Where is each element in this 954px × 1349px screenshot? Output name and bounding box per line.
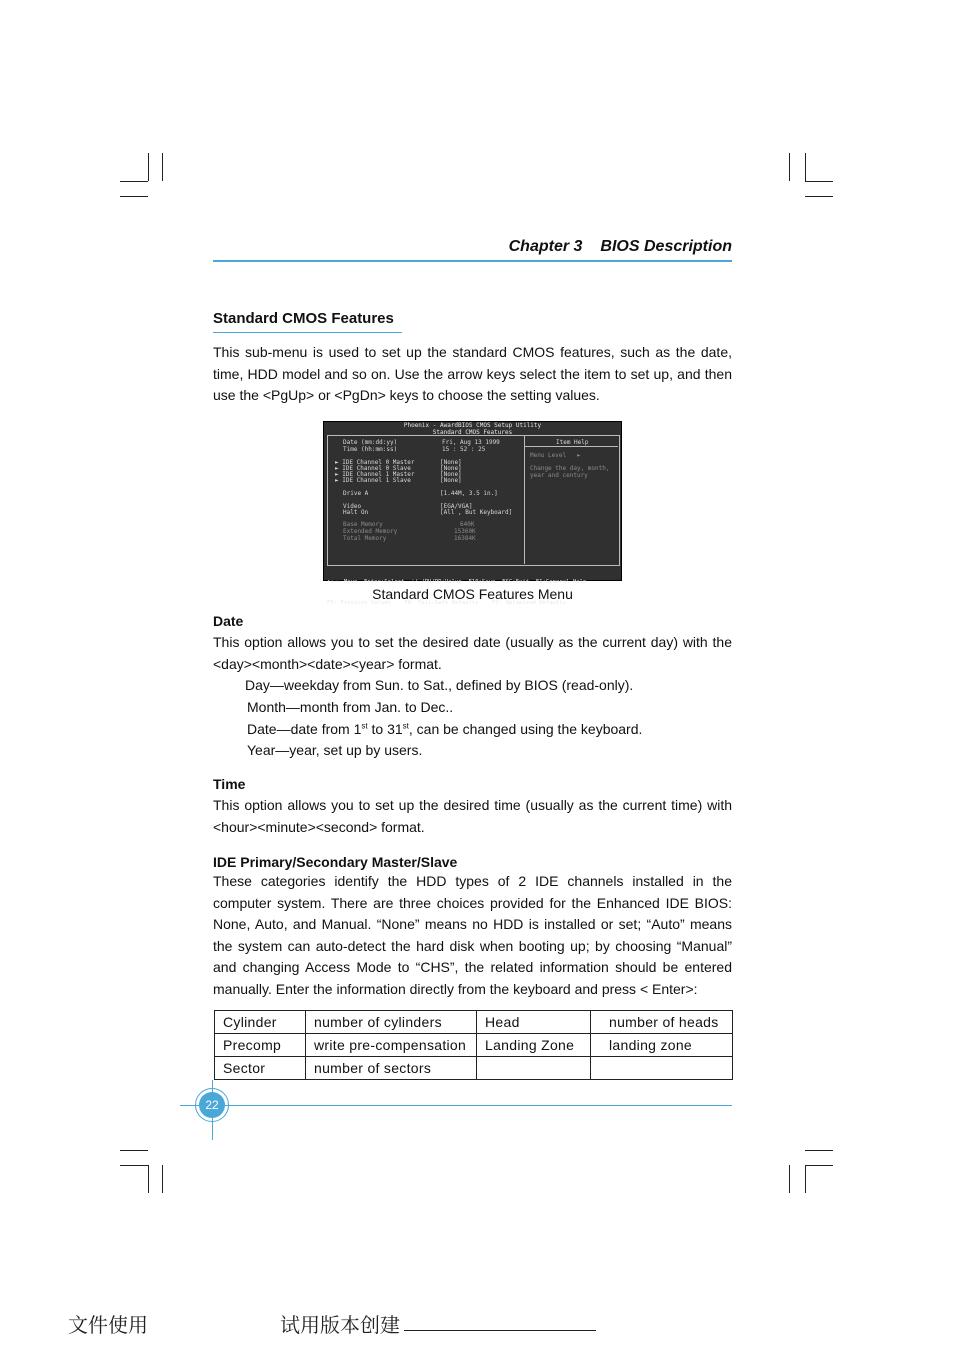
figure-caption: Standard CMOS Features Menu: [372, 586, 573, 602]
crop-mark: [148, 153, 149, 181]
bios-row-label: ► IDE Channel 0 Master: [335, 459, 415, 466]
table-cell: [477, 1057, 591, 1080]
crop-mark: [805, 1165, 806, 1193]
bios-row-value: [None]: [440, 471, 462, 478]
page-number: 22: [199, 1092, 225, 1118]
bios-footer-line2: F5: Previous Values F6: Fail-Safe Defaults F7: Optimized Defaults: [327, 600, 567, 606]
ide-parameter-table: [214, 1010, 733, 1080]
crop-mark: [120, 1150, 148, 1151]
bios-divider: [524, 435, 525, 564]
table-cell: Cylinder: [215, 1011, 306, 1034]
watermark-left: 文件使用: [68, 1313, 148, 1337]
time-heading: Time: [213, 776, 246, 792]
bios-row-value: [None]: [440, 459, 462, 466]
ide-paragraph: These categories identify the HDD types of 2 IDE channels installed in the computer system. There are three choices provided for the Enhanced IDE BIOS: None, Auto, and Manual. “None” means no HDD is installed or set; “Auto” means the system can auto-detect the hard disk when booting up; by choosing “Manual” and changing Access Mode to “CHS”, the related information should be entered manually. Enter the information directly from the keyboard and press < Enter>:: [213, 873, 732, 997]
bios-row-label: ► IDE Channel 1 Slave: [335, 477, 411, 484]
superscript: st: [361, 721, 368, 731]
crop-mark: [148, 1165, 149, 1193]
bios-row-label: Date (mm:dd:yy): [343, 439, 398, 446]
ide-heading: IDE Primary/Secondary Master/Slave: [213, 854, 458, 870]
bios-row-value: [None]: [440, 465, 462, 472]
crop-mark: [120, 196, 148, 197]
bios-row-label: Total Memory: [343, 535, 387, 542]
bios-help-text: year and century: [530, 472, 588, 479]
section-title-underline: [213, 332, 402, 333]
bios-row-value: Fri, Aug 13 1999: [442, 439, 500, 446]
bios-row-value: [1.44M, 3.5 in.]: [440, 490, 498, 497]
crop-mark: [805, 153, 806, 181]
table-cell: Landing Zone: [477, 1034, 591, 1057]
bios-row-value: 15 : 52 : 25: [442, 446, 486, 453]
date-date-text: , can be changed using the keyboard.: [408, 721, 643, 737]
bios-row-value: 16384K: [454, 535, 476, 542]
table-cell: landing zone: [591, 1034, 733, 1057]
running-header: [213, 238, 732, 256]
table-cell: number of sectors: [306, 1057, 477, 1080]
bios-title: [324, 422, 621, 436]
crop-mark: [789, 1165, 790, 1193]
bios-row-value: [All , But Keyboard]: [440, 509, 513, 516]
chapter-title: BIOS Description: [600, 238, 732, 255]
crop-mark: [805, 1165, 833, 1166]
bios-help-text: Change the day, month,: [530, 465, 610, 472]
bios-row-label: Halt On: [343, 509, 369, 516]
superscript: st: [402, 721, 409, 731]
watermark-underline: [404, 1330, 596, 1331]
date-date-text: Date—date from 1: [247, 721, 362, 737]
table-cell: Head: [477, 1011, 591, 1034]
bios-row-label: ► IDE Channel 0 Slave: [335, 465, 411, 472]
bios-title-line1: Phoenix - AwardBIOS CMOS Setup Utility: [403, 422, 542, 429]
watermark-right: 试用版本创建: [280, 1313, 400, 1337]
table-cell: Sector: [215, 1057, 306, 1080]
date-date-item: [247, 719, 642, 741]
bios-help-divider: [525, 446, 618, 447]
crop-mark: [162, 153, 163, 181]
bios-row-value: [EGA/VGA]: [440, 503, 473, 510]
table-row: [215, 1011, 733, 1034]
table-cell: number of heads: [591, 1011, 733, 1034]
date-heading: Date: [213, 613, 244, 629]
table-cell: Precomp: [215, 1034, 306, 1057]
bios-footer-line1: ↑↓→← Move Enter:Select +/-/PU/PD:Value F10:Save ESC:Exit F1:General Help: [327, 579, 587, 585]
crop-mark: [789, 153, 790, 181]
table-row: [215, 1034, 733, 1057]
footer-rule: [180, 1105, 732, 1106]
bios-help-level: Menu Level ►: [530, 452, 581, 459]
intro-paragraph: This sub-menu is used to set up the standard CMOS features, such as the date, time, HDD model and so on. Use the arrow keys select the item to set up, and then use the <PgUp> or <PgDn> keys to choose the setting values.: [213, 344, 732, 404]
table-cell: write pre-compensation: [306, 1034, 477, 1057]
crop-mark: [805, 1150, 833, 1151]
bios-help-title: Item Help: [556, 439, 589, 446]
bios-row-label: Video: [343, 503, 362, 510]
bios-row-value: 15360K: [454, 528, 476, 535]
section-title: Standard CMOS Features: [213, 310, 394, 327]
date-date-text: to 31: [367, 721, 403, 737]
crop-mark: [120, 1165, 148, 1166]
crop-mark: [120, 181, 148, 182]
date-day-item: Day—weekday from Sun. to Sat., defined by BIOS (read-only).: [245, 677, 634, 693]
table-cell: [591, 1057, 733, 1080]
bios-title-line2: Standard CMOS Features: [432, 429, 513, 436]
crop-mark: [162, 1165, 163, 1193]
bios-row-value: 640K: [460, 521, 475, 528]
bios-row-label: Extended Memory: [343, 528, 398, 535]
date-year-item: Year—year, set up by users.: [247, 742, 423, 758]
crop-mark: [805, 196, 833, 197]
date-month-item: Month—month from Jan. to Dec..: [247, 699, 454, 715]
bios-row-label: Base Memory: [343, 521, 383, 528]
date-paragraph: This option allows you to set the desired date (usually as the current day) with the <day><month><date><year> format.: [213, 634, 732, 672]
bios-row-label: ► IDE Channel 1 Master: [335, 471, 415, 478]
header-rule: [213, 260, 732, 262]
table-cell: number of cylinders: [306, 1011, 477, 1034]
bios-row-label: Time (hh:mm:ss): [343, 446, 398, 453]
table-row: [215, 1057, 733, 1080]
bios-row-label: Drive A: [343, 490, 369, 497]
bios-row-value: [None]: [440, 477, 462, 484]
chapter-label: Chapter 3: [508, 238, 583, 255]
crop-mark: [805, 181, 833, 182]
time-paragraph: This option allows you to set up the desired time (usually as the current time) with <hour><minute><second> format.: [213, 797, 732, 835]
